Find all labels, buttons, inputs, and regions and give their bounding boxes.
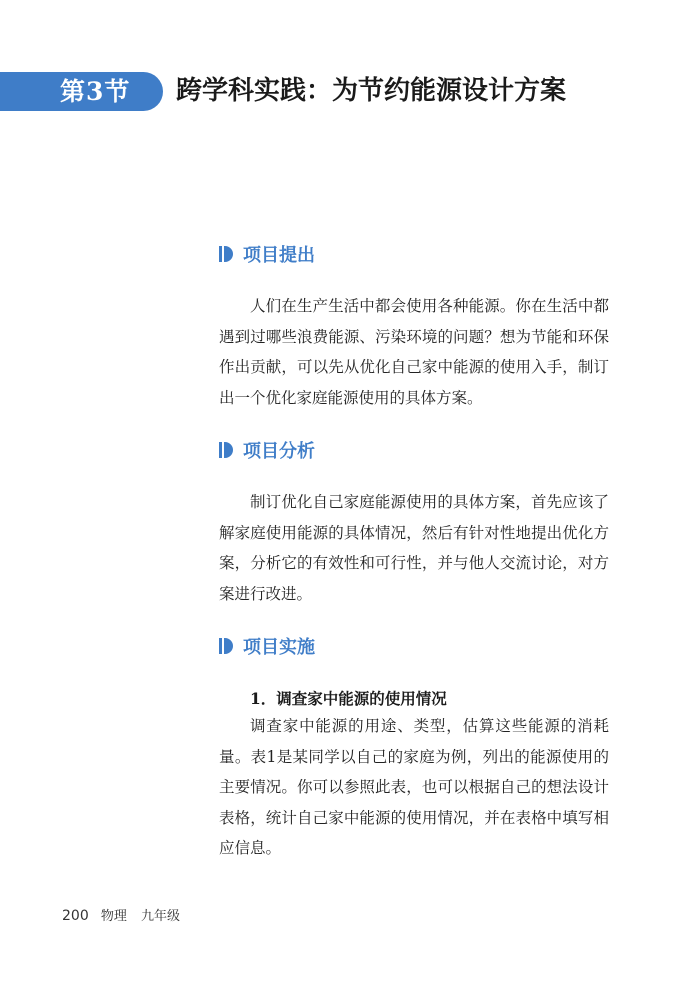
section-marker-icon bbox=[219, 246, 233, 262]
subsection-heading-implementation bbox=[219, 634, 315, 658]
subsection-heading-label: 项目分析 bbox=[243, 441, 315, 462]
paragraph-analysis: 制订优化自己家庭能源使用的具体方案，首先应该了解家庭使用能源的具体情况，然后有针对性地提出优化方案，分析它的有效性和可行性，并与他人交流讨论，对方案进行改进。 bbox=[219, 493, 609, 603]
section-marker-icon bbox=[219, 442, 233, 458]
book-name: 物理 bbox=[100, 909, 127, 924]
page-title: 跨学科实践：为节约能源设计方案 bbox=[176, 76, 567, 106]
subsection-heading-analysis bbox=[219, 438, 315, 462]
subsection-heading-proposal bbox=[219, 242, 315, 266]
section-number-tab bbox=[0, 72, 163, 111]
subsection-heading-label: 项目实施 bbox=[243, 637, 315, 658]
item-title-survey: 1．调查家中能源的使用情况 bbox=[250, 689, 447, 708]
paragraph-proposal: 人们在生产生活中都会使用各种能源。你在生活中都遇到过哪些浪费能源、污染环境的问题？想为节能和环保作出贡献，可以先从优化自己家中能源的使用入手，制订出一个优化家庭能源使用的具体方案。 bbox=[219, 297, 609, 407]
page-number: 200 bbox=[62, 908, 89, 924]
paragraph-implementation: 调查家中能源的用途、类型，估算这些能源的消耗量。表1是某同学以自己的家庭为例，列出的能源使用的主要情况。你可以参照此表，也可以根据自己的想法设计表格，统计自己家中能源的使用情况，并在表格中填写相应信息。 bbox=[219, 717, 609, 857]
section-marker-icon bbox=[219, 638, 233, 654]
page-footer bbox=[62, 905, 180, 924]
subsection-heading-label: 项目提出 bbox=[243, 245, 315, 266]
section-number-label: 第3节 bbox=[60, 77, 131, 106]
grade-label: 九年级 bbox=[141, 909, 181, 924]
